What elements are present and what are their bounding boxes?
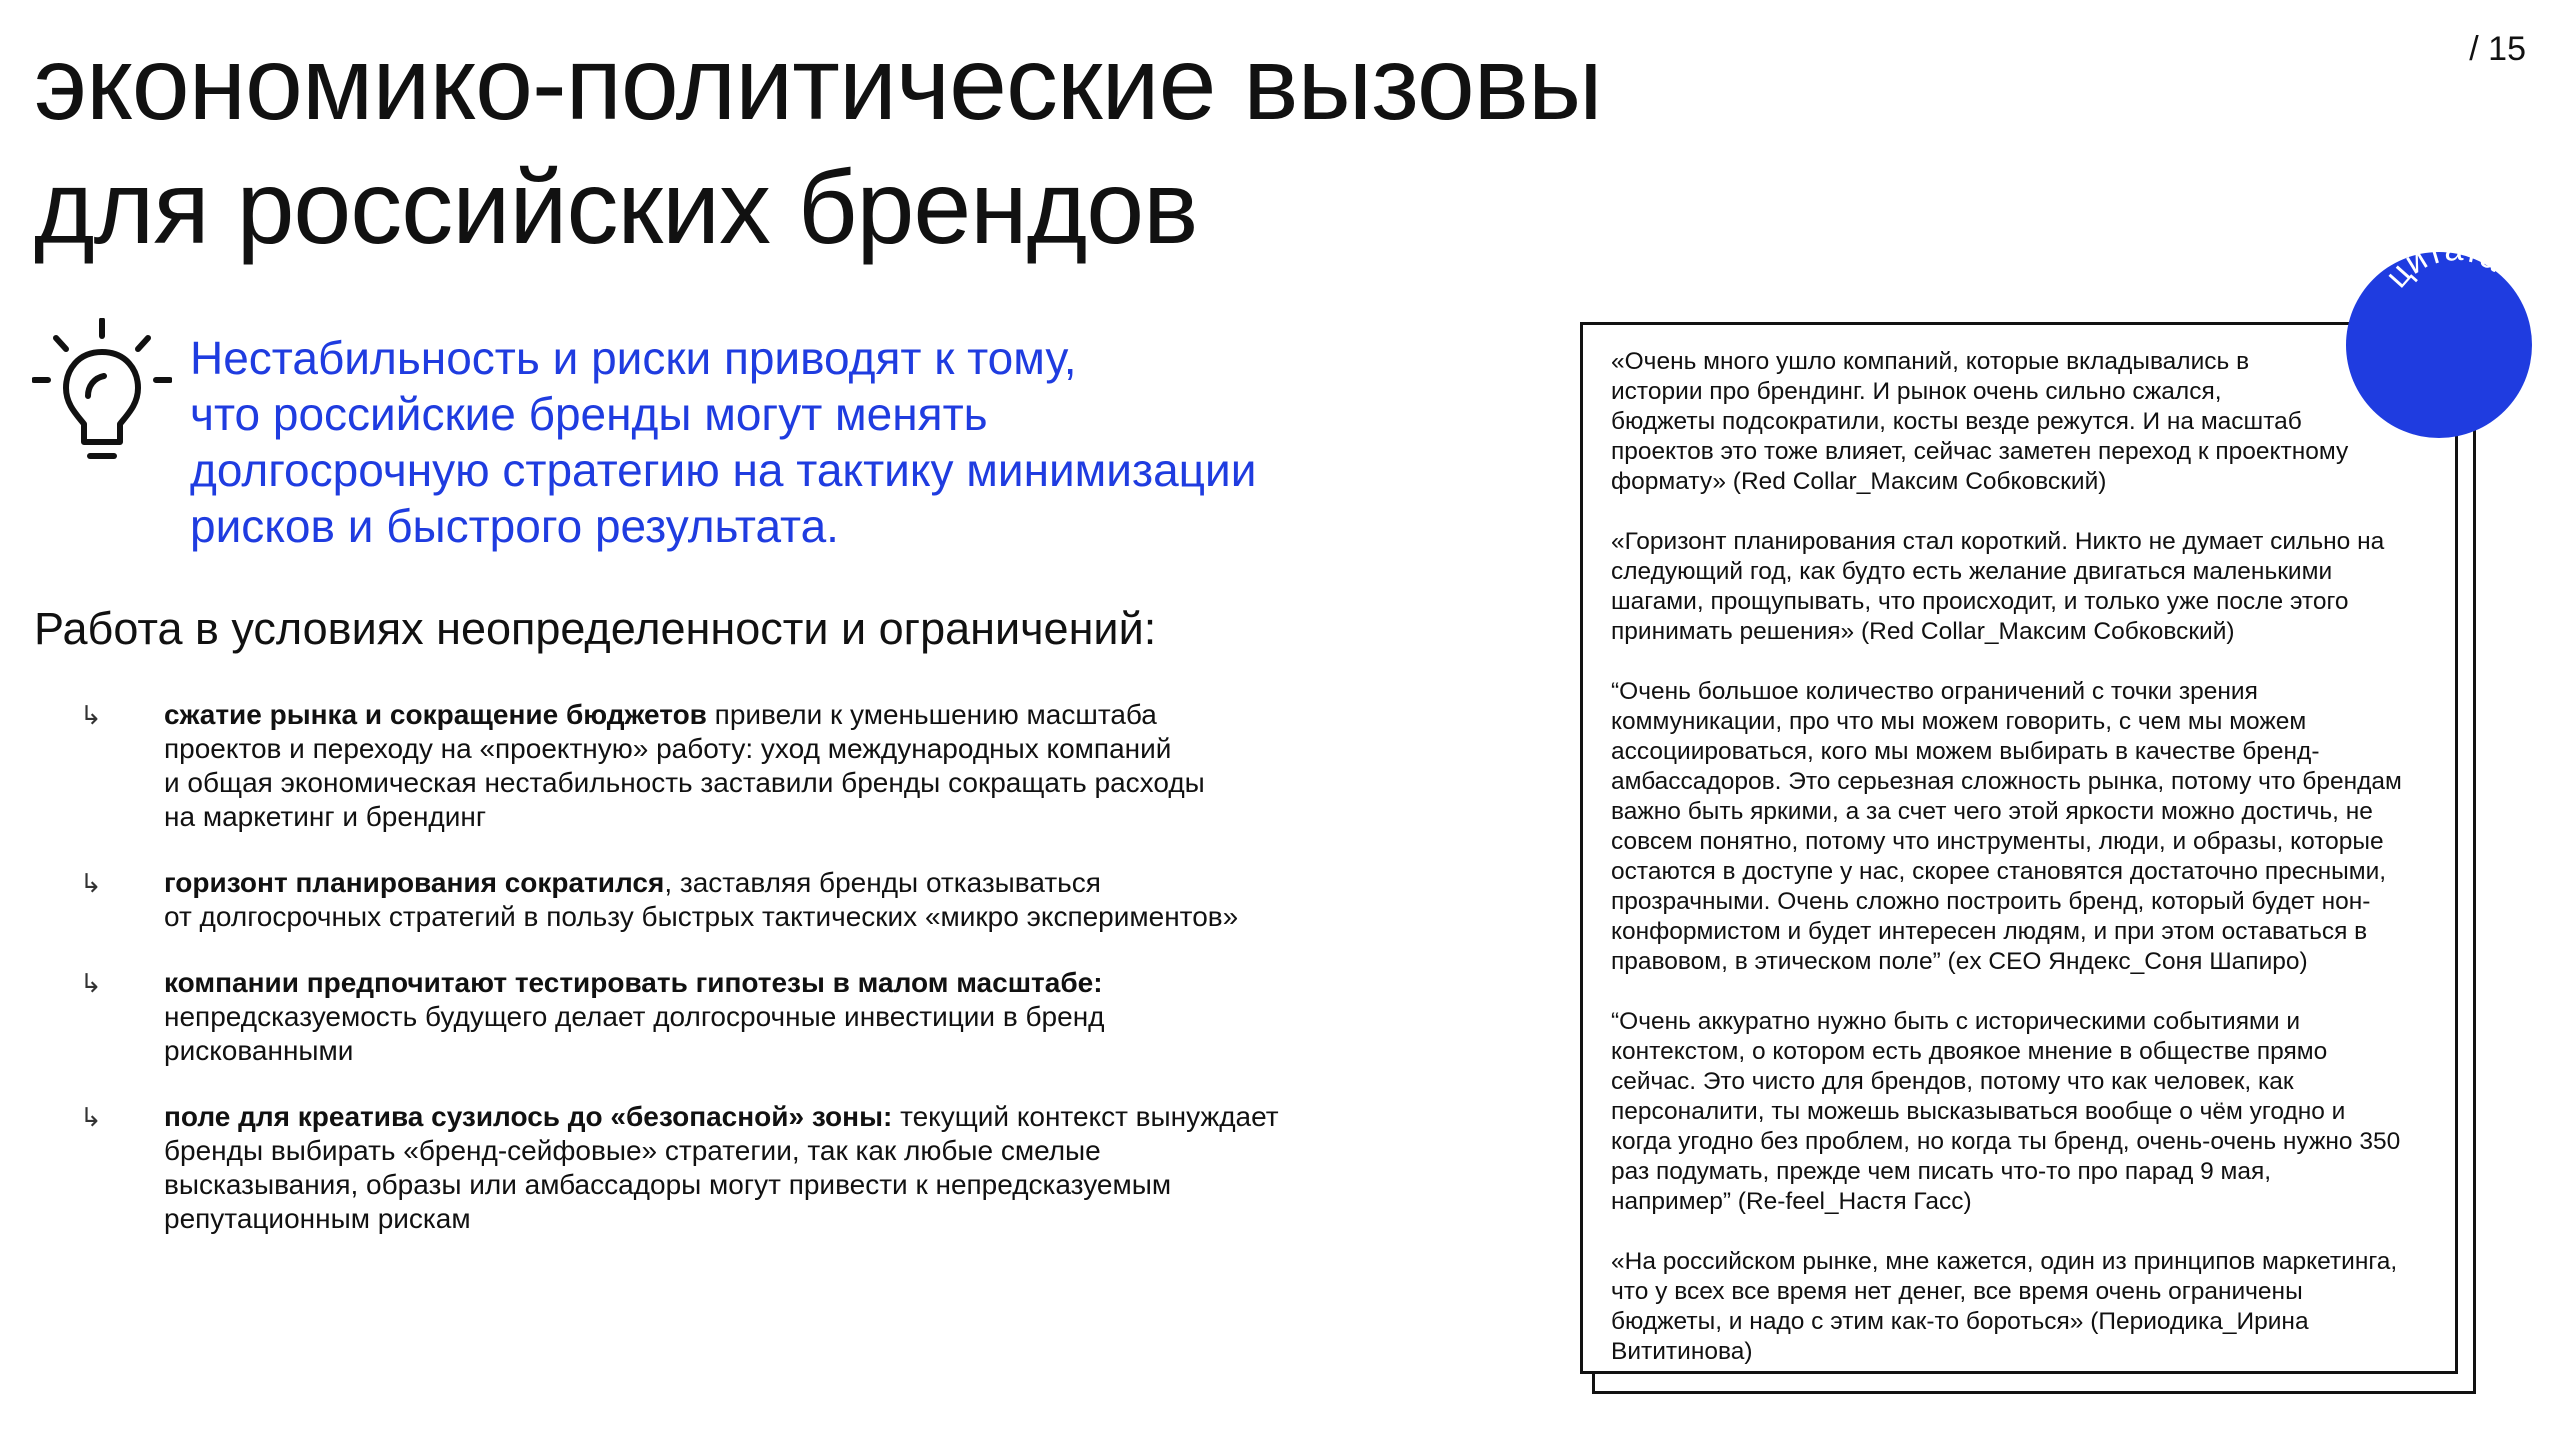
arrow-icon: ↳ — [80, 1102, 102, 1132]
quote-line: следующий год, как будто есть желание двигаться маленькими — [1611, 558, 2333, 585]
quote-line: шагами, прощупывать, что происходит, и только уже после этого — [1611, 588, 2349, 615]
list-item — [80, 866, 1340, 934]
page-title-line-2: для российских брендов — [34, 150, 1198, 266]
quote-2 — [1611, 527, 2429, 647]
bullet-bold: поле для креатива сузилось до «безопасной» зоны: — [164, 1101, 893, 1132]
lightbulb-icon — [32, 318, 172, 468]
quote-line: персоналити, ты можешь высказываться вообще о чём угодно и — [1611, 1098, 2346, 1125]
lead-line-4: рисков и быстрого результата. — [190, 500, 839, 552]
list-item — [80, 1100, 1340, 1236]
bullet-text: бренды выбирать «бренд-сейфовые» стратегии, так как любые смелые — [164, 1135, 1101, 1166]
quote-line: контекстом, о котором есть двоякое мнение в обществе прямо — [1611, 1038, 2328, 1065]
quote-line: проектов это тоже влияет, сейчас заметен переход к проектному — [1611, 438, 2349, 465]
quote-line: «Очень много ушло компаний, которые вкладывались в — [1611, 348, 2250, 375]
section-title: Работа в условиях неопределенности и ограничений: — [34, 603, 1157, 654]
svg-text:цитата — [2378, 252, 2509, 295]
quote-line: «На российском рынке, мне кажется, один из принципов маркетинга, — [1611, 1248, 2398, 1275]
quote-line: прозрачными. Очень сложно построить бренд, который будет нон- — [1611, 888, 2371, 915]
bullet-line — [164, 1100, 1340, 1134]
quote-line: амбассадоров. Это серьезная сложность рынка, потому что брендам — [1611, 768, 2402, 795]
quote-line: например” (Re-feel_Настя Гасс) — [1611, 1188, 1972, 1215]
quote-card — [1580, 322, 2458, 1374]
bullet-text: на маркетинг и брендинг — [164, 801, 487, 832]
bullet-text: и общая экономическая нестабильность заставили бренды сокращать расходы — [164, 767, 1205, 798]
list-item — [80, 966, 1340, 1068]
quote-line: что у всех все время нет денег, все время очень ограничены — [1611, 1278, 2303, 1305]
bullet-text: высказывания, образы или амбассадоры могут привести к непредсказуемым — [164, 1169, 1172, 1200]
quote-line: истории про брендинг. И рынок очень сильно сжался, — [1611, 378, 2222, 405]
quote-line: принимать решения» (Red Collar_Максим Собковский) — [1611, 618, 2235, 645]
bullet-text: рискованными — [164, 1035, 354, 1066]
bullet-bold: компании предпочитают тестировать гипотезы в малом масштабе: — [164, 967, 1103, 998]
bullet-line — [164, 966, 1340, 1000]
bullet-line — [164, 866, 1340, 900]
quote-line: бюджеты подсократили, косты везде режутся. И на масштаб — [1611, 408, 2302, 435]
quote-line: формату» (Red Collar_Максим Собковский) — [1611, 468, 2107, 495]
bullet-text: привели к уменьшению масштаба — [706, 699, 1157, 730]
quote-badge-graphic — [2346, 252, 2532, 438]
quote-line: сейчас. Это чисто для брендов, потому что как человек, как — [1611, 1068, 2294, 1095]
quote-line: коммуникации, про что мы можем говорить, с чем мы можем — [1611, 708, 2307, 735]
quote-line: “Очень большое количество ограничений с точки зрения — [1611, 678, 2258, 705]
challenges-list — [80, 698, 1340, 1268]
bullet-line — [164, 698, 1340, 732]
quote-4 — [1611, 1007, 2429, 1217]
arrow-icon: ↳ — [80, 868, 102, 898]
quote-badge-label: цит а — [2378, 252, 2509, 295]
bullet-text: от долгосрочных стратегий в пользу быстрых тактических «микро экспериментов» — [164, 901, 1239, 932]
page-title — [34, 22, 1602, 270]
quote-line: остаются в доступе у нас, скорее становятся достаточно пресными, — [1611, 858, 2387, 885]
page-title-line-1: экономико-политические вызовы — [34, 26, 1602, 142]
quote-line: ассоциироваться, кого мы можем выбирать в качестве бренд- — [1611, 738, 2320, 765]
quote-5 — [1611, 1247, 2429, 1367]
bullet-text: репутационным рискам — [164, 1203, 471, 1234]
bullet-text: , заставляя бренды отказываться — [664, 867, 1101, 898]
lead-line-2: что российские бренды могут менять — [190, 388, 988, 440]
quote-line: «Горизонт планирования стал короткий. Никто не думает сильно на — [1611, 528, 2385, 555]
quote-badge — [2346, 252, 2532, 438]
quote-3 — [1611, 677, 2429, 977]
lead-statement — [190, 330, 1350, 554]
quote-line: правовом, в этическом поле” (ex CEO Яндекс_Соня Шапиро) — [1611, 948, 2308, 975]
quote-line: раз подумать, прежде чем писать что-то про парад 9 мая, — [1611, 1158, 2272, 1185]
quote-line: Вититинова) — [1611, 1338, 1753, 1365]
list-item — [80, 698, 1340, 834]
arrow-icon: ↳ — [80, 968, 102, 998]
lead-line-3: долгосрочную стратегию на тактику минимизации — [190, 444, 1257, 496]
quote-line: важно быть яркими, а за счет чего этой яркости можно достичь, не — [1611, 798, 2373, 825]
quote-line: бюджеты, и надо с этим как-то бороться» (Периодика_Ирина — [1611, 1308, 2309, 1335]
quote-line: совсем понятно, потому что инструменты, люди, и образы, которые — [1611, 828, 2384, 855]
quote-line: когда угодно без проблем, но когда ты бренд, очень-очень нужно 350 — [1611, 1128, 2401, 1155]
quote-line: “Очень аккуратно нужно быть с историческими событиями и — [1611, 1008, 2301, 1035]
bullet-bold: горизонт планирования сократился — [164, 867, 665, 898]
lead-line-1: Нестабильность и риски приводят к тому, — [190, 332, 1077, 384]
bullet-text: текущий контекст вынуждает — [892, 1101, 1279, 1132]
page-number: / 15 — [2469, 30, 2526, 68]
arrow-icon: ↳ — [80, 700, 102, 730]
bullet-bold: сжатие рынка и сокращение бюджетов — [164, 699, 707, 730]
quote-line: конформистом и будет интересен людям, и при этом оставаться в — [1611, 918, 2368, 945]
bullet-text: проектов и переходу на «проектную» работу: уход международных компаний — [164, 733, 1172, 764]
bullet-text: непредсказуемость будущего делает долгосрочные инвестиции в бренд — [164, 1001, 1105, 1032]
quote-1 — [1611, 347, 2429, 497]
